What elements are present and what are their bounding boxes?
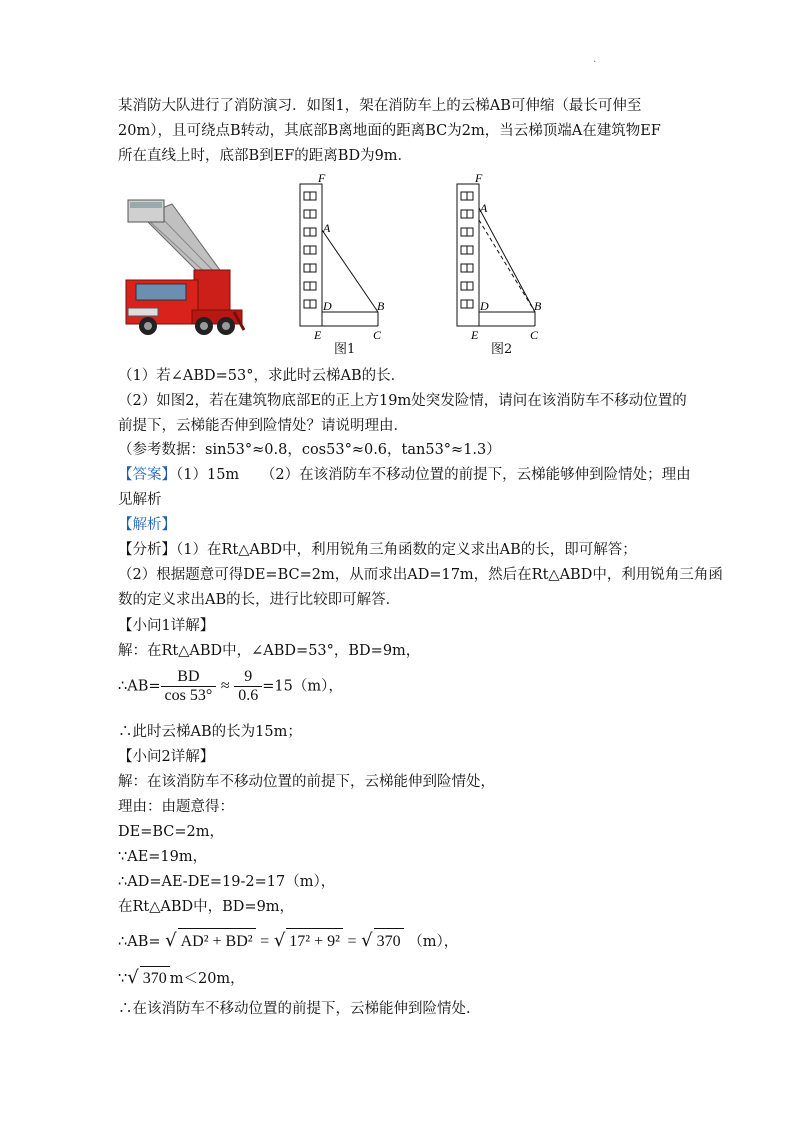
part-2-line-5: ∴AD=AE-DE=19-2=17（m）， bbox=[118, 874, 336, 890]
part-2-comparison bbox=[118, 966, 245, 991]
comparison-suffix: m＜20m， bbox=[169, 971, 245, 987]
intro-line-2: 20m），且可绕点B转动，其底部B离地面的距离BC为2m，当云梯顶端A在建筑物EF bbox=[118, 123, 661, 139]
analysis-line-3: 数的定义求出AB的长，进行比较即可解答． bbox=[118, 592, 401, 608]
answer-text-1: （1）15m （2）在该消防车不移动位置的前提下，云梯能够伸到险情处；理由 bbox=[176, 467, 691, 483]
radicand-2: 17² + 9² bbox=[286, 928, 343, 955]
figure-1-diagram bbox=[292, 172, 402, 342]
equals-1: = bbox=[260, 933, 270, 950]
fraction-1-numerator: BD bbox=[161, 668, 217, 687]
part-2-line-1: 解：在该消防车不移动位置的前提下，云梯能伸到险情处， bbox=[118, 774, 495, 790]
part-1-eq-suffix: =15（m）， bbox=[262, 678, 343, 695]
equals-2: = bbox=[347, 933, 357, 950]
part-2-line-4: ∵AE=19m， bbox=[118, 849, 208, 865]
comparison-radicand: 370 bbox=[140, 966, 170, 991]
figure-2-caption: 图2 bbox=[491, 342, 513, 357]
question-2-line-2: 前提下，云梯能否伸到险情处？请说明理由． bbox=[118, 418, 408, 434]
label-C: C bbox=[530, 328, 539, 342]
radicand-3: 370 bbox=[374, 928, 404, 955]
fire-truck-image bbox=[122, 196, 246, 338]
part-2-header: 【小问2详解】 bbox=[118, 749, 215, 765]
label-D: D bbox=[480, 299, 489, 313]
intro-line-3: 所在直线上时，底部B到EF的距离BD为9m． bbox=[118, 148, 413, 164]
fraction-bd-cos bbox=[161, 668, 217, 705]
because-symbol: ∵ bbox=[118, 971, 128, 987]
label-A: A bbox=[480, 201, 488, 215]
label-D: D bbox=[323, 299, 332, 313]
answer-line-2: 见解析 bbox=[118, 492, 162, 508]
analysis-tag: 【解析】 bbox=[118, 517, 176, 533]
sqrt-icon: √ bbox=[165, 930, 177, 951]
fraction-1-denominator: cos 53° bbox=[164, 687, 213, 704]
label-A: A bbox=[323, 221, 331, 235]
part-1-equation bbox=[118, 668, 343, 705]
question-2-line-1: （2）如图2，若在建筑物底部E的正上方19m处突发险情，请问在该消防车不移动位置的 bbox=[118, 393, 687, 409]
label-B: B bbox=[534, 299, 542, 313]
part-2-eq-prefix: ∴AB= bbox=[118, 934, 161, 950]
fraction-9-06 bbox=[234, 668, 262, 705]
part-1-header: 【小问1详解】 bbox=[118, 618, 215, 634]
fraction-2-denominator: 0.6 bbox=[238, 687, 259, 704]
figure-1-caption: 图1 bbox=[334, 342, 356, 357]
sqrt-icon: √ bbox=[361, 930, 373, 951]
label-F: F bbox=[475, 172, 483, 185]
part-2-line-3: DE=BC=2m， bbox=[118, 824, 225, 840]
label-B: B bbox=[377, 299, 385, 313]
answer-tag: 【答案】 bbox=[118, 467, 176, 483]
part-1-eq-prefix: ∴AB= bbox=[118, 678, 161, 695]
answer-line-1 bbox=[118, 465, 691, 485]
intro-line-1: 某消防大队进行了消防演习．如图1，架在消防车上的云梯AB可伸缩（最长可伸至 bbox=[118, 98, 642, 114]
label-E: E bbox=[314, 328, 322, 342]
question-1: （1）若∠ABD=53°，求此时云梯AB的长． bbox=[118, 368, 406, 384]
part-1-line-1: 解：在Rt△ABD中，∠ABD=53°，BD=9m， bbox=[118, 643, 421, 659]
part-2-equation bbox=[118, 928, 458, 955]
label-F: F bbox=[318, 172, 326, 185]
radicand-1: AD² + BD² bbox=[178, 928, 256, 955]
label-C: C bbox=[373, 328, 382, 342]
approx-sign: ≈ bbox=[220, 677, 230, 695]
part-2-line-6: 在Rt△ABD中，BD=9m， bbox=[118, 899, 295, 915]
reference-data: （参考数据：sin53°≈0.8，cos53°≈0.6，tan53°≈1.3） bbox=[118, 442, 501, 458]
part-2-eq-suffix: （m）， bbox=[408, 934, 459, 950]
analysis-line-1: 【分析】（1）在Rt△ABD中，利用锐角三角函数的定义求出AB的长，即可解答； bbox=[118, 542, 637, 558]
fraction-2-numerator: 9 bbox=[234, 668, 262, 687]
sqrt-icon: √ bbox=[273, 930, 286, 951]
analysis-line-2: （2）根据题意可得DE=BC=2m，从而求出AD=17m，然后在Rt△ABD中，利用锐角三角函 bbox=[118, 567, 723, 583]
figure-2-diagram bbox=[449, 172, 559, 342]
corner-mark: · bbox=[593, 57, 597, 68]
sqrt-icon: √ bbox=[127, 967, 139, 988]
part-2-line-2: 理由：由题意得： bbox=[118, 799, 234, 815]
part-2-conclusion: ∴在该消防车不移动位置的前提下，云梯能伸到险情处． bbox=[118, 1001, 481, 1017]
label-E: E bbox=[471, 328, 479, 342]
part-1-conclusion: ∴此时云梯AB的长为15m； bbox=[118, 724, 302, 740]
